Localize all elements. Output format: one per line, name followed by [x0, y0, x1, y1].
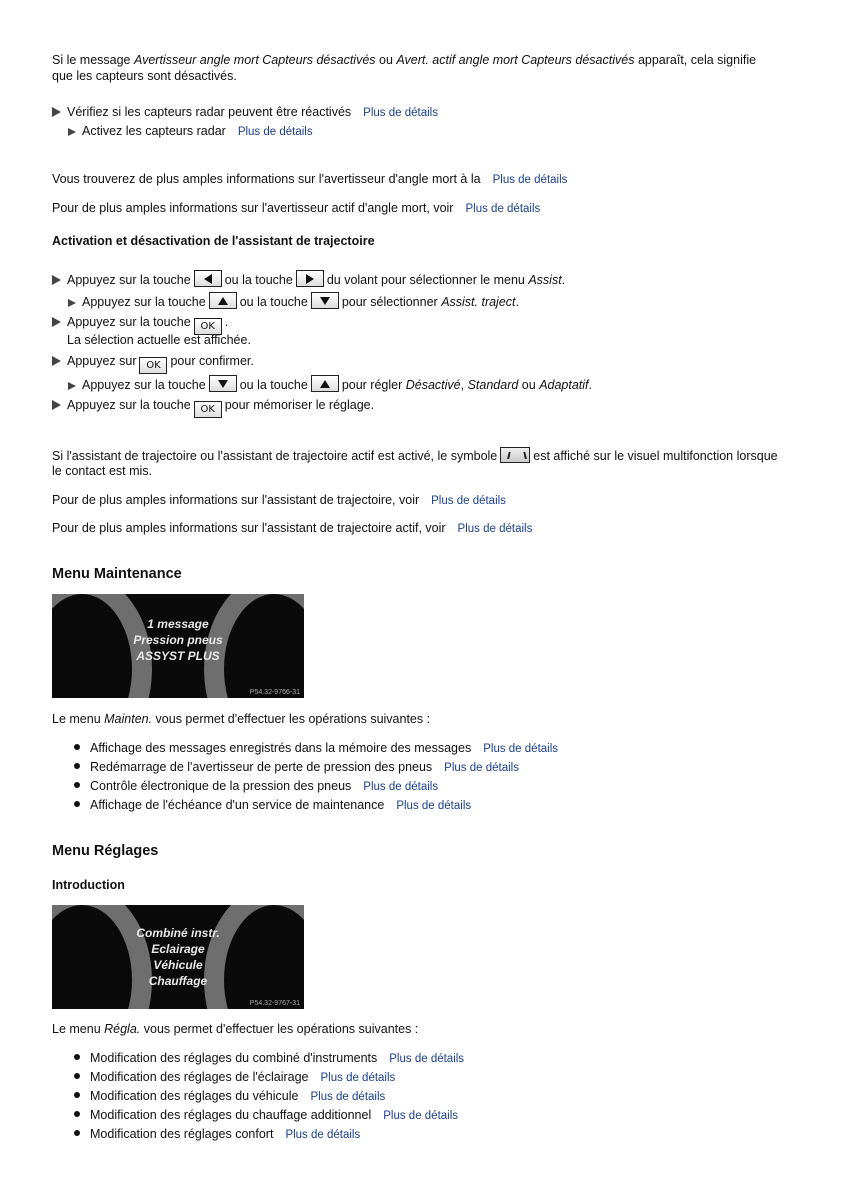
- menu-name: Assist. traject: [441, 295, 516, 309]
- settings-display-image: [52, 905, 304, 1009]
- display-line: Combiné instr.: [136, 926, 220, 940]
- lane-step: Appuyez sur la touche ou la touche pour régler Désactivé, Standard ou Adaptatif.: [68, 375, 592, 393]
- display-line: Chauffage: [148, 974, 208, 988]
- lane-step: [52, 397, 374, 418]
- info-text: Si l'assistant de trajectoire ou l'assistant de trajectoire actif est activé, le symbole: [52, 449, 498, 463]
- details-link[interactable]: Plus de détails: [483, 743, 559, 755]
- step-text: du volant pour sélectionner le menu: [326, 273, 529, 287]
- list-text: Modification des réglages du combiné d'instruments: [90, 1051, 378, 1065]
- list-text: Modification des réglages de l'éclairage: [90, 1070, 309, 1084]
- list-text: Modification des réglages du véhicule: [90, 1089, 299, 1103]
- bullet-icon: [74, 763, 80, 769]
- step-arrow-icon: [68, 382, 76, 390]
- bullet-icon: [74, 744, 80, 750]
- display-line: Véhicule: [153, 958, 203, 972]
- details-link[interactable]: Plus de détails: [457, 523, 533, 535]
- lane-info-line: [52, 447, 778, 464]
- list-item: [74, 759, 519, 776]
- menu-name: Mainten.: [104, 712, 153, 726]
- maintenance-display-image: [52, 594, 304, 698]
- ok-key-icon: OK: [194, 401, 222, 418]
- step-arrow-icon: [52, 107, 61, 117]
- info-text: est affiché sur le visuel multifonction lorsque: [533, 449, 778, 463]
- up-key-icon: [311, 375, 339, 392]
- bullet-icon: [74, 1054, 80, 1060]
- details-link[interactable]: Plus de détails: [465, 203, 541, 215]
- lane-step-note: La sélection actuelle est affichée.: [67, 333, 251, 347]
- intro-text: Le menu: [52, 712, 105, 726]
- info-line: [52, 200, 540, 217]
- lane-step: Appuyez sur la touche ou la touche pour sélectionner Assist. traject.: [68, 292, 519, 310]
- settings-heading: Menu Réglages: [52, 843, 159, 859]
- intro-text: Le menu: [52, 1022, 105, 1036]
- lane-assist-symbol-icon: [500, 447, 530, 463]
- lane-step: Appuyez sur la touche OK .: [52, 314, 228, 335]
- step-item: [52, 104, 438, 121]
- info-line: [52, 171, 567, 188]
- details-link[interactable]: Plus de détails: [492, 174, 568, 186]
- list-item: [74, 1107, 458, 1124]
- bullet-icon: [74, 1111, 80, 1117]
- intro-paragraph: [52, 52, 756, 68]
- display-line: ASSYST PLUS: [136, 649, 220, 663]
- step-text: ou la touche: [239, 378, 308, 392]
- display-line: Pression pneus: [133, 633, 223, 647]
- details-link[interactable]: Plus de détails: [285, 1129, 361, 1141]
- details-link[interactable]: Plus de détails: [383, 1110, 459, 1122]
- step-text: Appuyez sur la touche: [82, 378, 206, 392]
- intro-text: Si le message: [52, 53, 134, 67]
- intro-text: vous permet d'effectuer les opérations suivantes :: [140, 1022, 419, 1036]
- details-link[interactable]: Plus de détails: [363, 781, 439, 793]
- image-code: P54.32-9766-31: [249, 689, 300, 696]
- details-link[interactable]: Plus de détails: [431, 495, 506, 507]
- maintenance-heading: Menu Maintenance: [52, 566, 182, 582]
- bullet-icon: [74, 1073, 80, 1079]
- details-link[interactable]: Plus de détails: [237, 126, 313, 138]
- intro-paragraph-line2: que les capteurs sont désactivés.: [52, 69, 237, 83]
- info-text: Vous trouverez de plus amples informations sur l'avertisseur d'angle mort à la: [52, 172, 481, 186]
- intro-text: apparaît, cela signifie: [634, 53, 757, 67]
- option-name: Désactivé: [405, 378, 461, 392]
- list-item: [74, 778, 438, 795]
- image-code: P54.32-9767-31: [249, 1000, 300, 1007]
- step-text: Appuyez sur la touche: [67, 273, 191, 287]
- up-key-icon: [209, 292, 237, 309]
- intro-text: ou: [375, 53, 397, 67]
- step-arrow-icon: [52, 275, 61, 285]
- details-link[interactable]: Plus de détails: [444, 762, 519, 774]
- details-link[interactable]: Plus de détails: [310, 1091, 386, 1103]
- maintenance-intro: [52, 711, 430, 727]
- bullet-icon: [74, 1092, 80, 1098]
- bullet-icon: [74, 782, 80, 788]
- details-link[interactable]: Plus de détails: [320, 1072, 396, 1084]
- intro-msg-1: Avertisseur angle mort Capteurs désactivés: [133, 53, 376, 67]
- lane-step: [52, 353, 254, 374]
- details-link[interactable]: Plus de détails: [363, 107, 438, 119]
- right-key-icon: [296, 270, 324, 287]
- list-text: Modification des réglages du chauffage additionnel: [90, 1108, 372, 1122]
- step-text: ou la touche: [239, 295, 308, 309]
- details-link[interactable]: Plus de détails: [389, 1053, 465, 1065]
- info-text: Pour de plus amples informations sur l'avertisseur actif d'angle mort, voir: [52, 201, 454, 215]
- info-text: Pour de plus amples informations sur l'assistant de trajectoire, voir: [52, 493, 420, 507]
- ok-key-icon: OK: [194, 318, 222, 335]
- lane-assist-heading: Activation et désactivation de l'assistant de trajectoire: [52, 234, 375, 248]
- list-item: [74, 740, 558, 757]
- list-item: [74, 1050, 464, 1067]
- step-arrow-icon: [52, 317, 61, 327]
- step-text: pour régler: [341, 378, 406, 392]
- list-item: [74, 1088, 385, 1105]
- details-link[interactable]: Plus de détails: [396, 800, 472, 812]
- step-arrow-icon: [52, 400, 61, 410]
- list-text: Modification des réglages confort: [90, 1127, 274, 1141]
- step-text: Appuyez sur la touche: [67, 315, 191, 329]
- list-text: Contrôle électronique de la pression des pneus: [90, 779, 352, 793]
- display-text: [112, 925, 244, 989]
- down-key-icon: [209, 375, 237, 392]
- step-arrow-icon: [52, 356, 61, 366]
- list-item: [74, 1069, 395, 1086]
- option-name: Adaptatif: [539, 378, 589, 392]
- settings-intro: [52, 1021, 418, 1037]
- list-text: Affichage de l'échéance d'un service de maintenance: [90, 798, 385, 812]
- down-key-icon: [311, 292, 339, 309]
- step-text: pour mémoriser le réglage.: [224, 398, 375, 412]
- list-item: [74, 1126, 360, 1143]
- info-line: [52, 492, 506, 509]
- bullet-icon: [74, 1130, 80, 1136]
- bullet-icon: [74, 801, 80, 807]
- menu-name: Régla.: [104, 1022, 141, 1036]
- step-text: pour confirmer.: [170, 354, 254, 368]
- step-text: Activez les capteurs radar: [82, 124, 226, 138]
- step-text: Appuyez sur la touche: [82, 295, 206, 309]
- info-line: [52, 520, 532, 537]
- info-text: Pour de plus amples informations sur l'assistant de trajectoire actif, voir: [52, 521, 446, 535]
- list-item: [74, 797, 471, 814]
- step-text: Appuyez sur la touche: [67, 398, 191, 412]
- step-text: ou la touche: [224, 273, 293, 287]
- lane-info-line2: le contact est mis.: [52, 464, 153, 478]
- step-item: [68, 123, 313, 140]
- settings-subheading: Introduction: [52, 878, 125, 892]
- step-text: Appuyez sur: [67, 354, 137, 368]
- display-line: 1 message: [147, 617, 209, 631]
- menu-name: Assist: [528, 273, 562, 287]
- list-text: Affichage des messages enregistrés dans la mémoire des messages: [90, 741, 472, 755]
- step-text: Vérifiez si les capteurs radar peuvent être réactivés: [67, 105, 352, 119]
- step-arrow-icon: [68, 299, 76, 307]
- left-key-icon: [194, 270, 222, 287]
- intro-msg-2: Avert. actif angle mort Capteurs désactivés: [396, 53, 635, 67]
- list-text: Redémarrage de l'avertisseur de perte de pression des pneus: [90, 760, 433, 774]
- display-text: [112, 616, 244, 664]
- intro-text: vous permet d'effectuer les opérations suivantes :: [152, 712, 431, 726]
- lane-step: Appuyez sur la touche ou la touche du volant pour sélectionner le menu Assist.: [52, 270, 565, 288]
- step-text: pour sélectionner: [341, 295, 442, 309]
- display-line: Eclairage: [151, 942, 205, 956]
- step-arrow-icon: [68, 128, 76, 136]
- option-name: Standard: [467, 378, 519, 392]
- ok-key-icon: OK: [139, 357, 167, 374]
